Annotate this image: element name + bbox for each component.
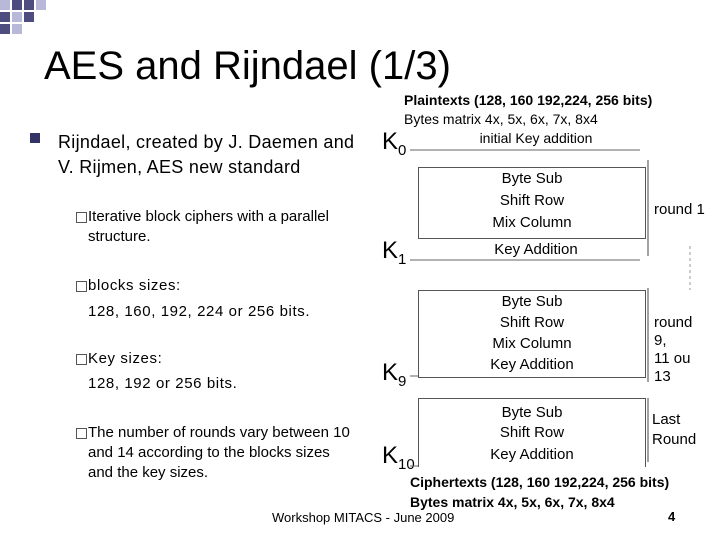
sub-bullet-4: The number of rounds vary between 10 and 14 according to the blocks sizes and the key sizes. xyxy=(88,424,350,481)
round9-step-4: Key Addition xyxy=(490,356,574,373)
sub-bullet-3-colon: : xyxy=(157,350,163,367)
main-bullet-text: Rijndael, created by J. Daemen and V. Rijmen, AES new standard xyxy=(58,132,355,177)
ciphertext-line-2: Bytes matrix 4x, 5x, 6x, 7x, 8x4 xyxy=(410,494,615,510)
round9-step-3: Mix Column xyxy=(492,335,572,352)
page-number: 4 xyxy=(668,509,676,524)
key-subscript: 0 xyxy=(398,142,407,159)
plaintext-line-2: Bytes matrix 4x, 5x, 6x, 7x, 8x4 xyxy=(404,111,598,127)
round9-label-line: round xyxy=(654,314,693,331)
footer-text: Workshop MITACS - June 2009 xyxy=(272,510,455,525)
sub-bullet-3-heading: Key sizes xyxy=(88,350,158,367)
slide-title: AES and Rijndael (1/3) xyxy=(44,44,451,88)
last-round-box xyxy=(418,398,646,467)
last-step-2: Shift Row xyxy=(499,424,565,441)
last-step-3: Key Addition xyxy=(490,446,574,463)
round1-step-1: Byte Sub xyxy=(501,170,563,187)
round9-step-2: Shift Row xyxy=(499,314,565,331)
last-step-1: Byte Sub xyxy=(501,404,563,421)
round9-label-line: 13 xyxy=(654,368,671,385)
last-label-line: Round xyxy=(652,431,697,448)
last-label-line: Last xyxy=(652,411,681,428)
round9-label xyxy=(654,314,692,386)
round9-box xyxy=(418,290,646,378)
initial-key-label: initial Key addition xyxy=(479,130,593,146)
key-subscript: 10 xyxy=(398,456,415,473)
round9-label-line: 9, xyxy=(654,332,667,349)
round1-key-addition: Key Addition xyxy=(494,241,578,258)
sub-bullet-2-heading: blocks sizes: xyxy=(88,277,181,294)
key-letter: K xyxy=(382,237,399,264)
round1-box xyxy=(418,167,646,239)
round9-step-1: Byte Sub xyxy=(501,293,563,310)
sub-bullet-3-body: 128, 192 or 256 bits. xyxy=(88,375,238,392)
key-letter: K xyxy=(382,128,399,155)
last-round-label xyxy=(652,410,696,450)
plaintext-line-1: Plaintexts (128, 160 192,224, 256 bits) xyxy=(404,92,653,108)
ciphertext-line-1: Ciphertexts (128, 160 192,224, 256 bits) xyxy=(410,474,670,490)
key-subscript: 1 xyxy=(398,251,407,268)
round1-step-2: Shift Row xyxy=(499,192,565,209)
round1-label: round 1 xyxy=(654,201,705,218)
key-letter: K xyxy=(382,442,399,469)
sub-bullet-1: Iterative block ciphers with a parallel structure. xyxy=(88,208,329,245)
key-letter: K xyxy=(382,359,399,386)
round9-label-line: 11 ou xyxy=(654,350,691,367)
sub-bullet-2-body: 128, 160, 192, 224 or 256 bits. xyxy=(88,303,311,320)
round1-step-3: Mix Column xyxy=(492,214,572,231)
key-subscript: 9 xyxy=(398,373,407,390)
